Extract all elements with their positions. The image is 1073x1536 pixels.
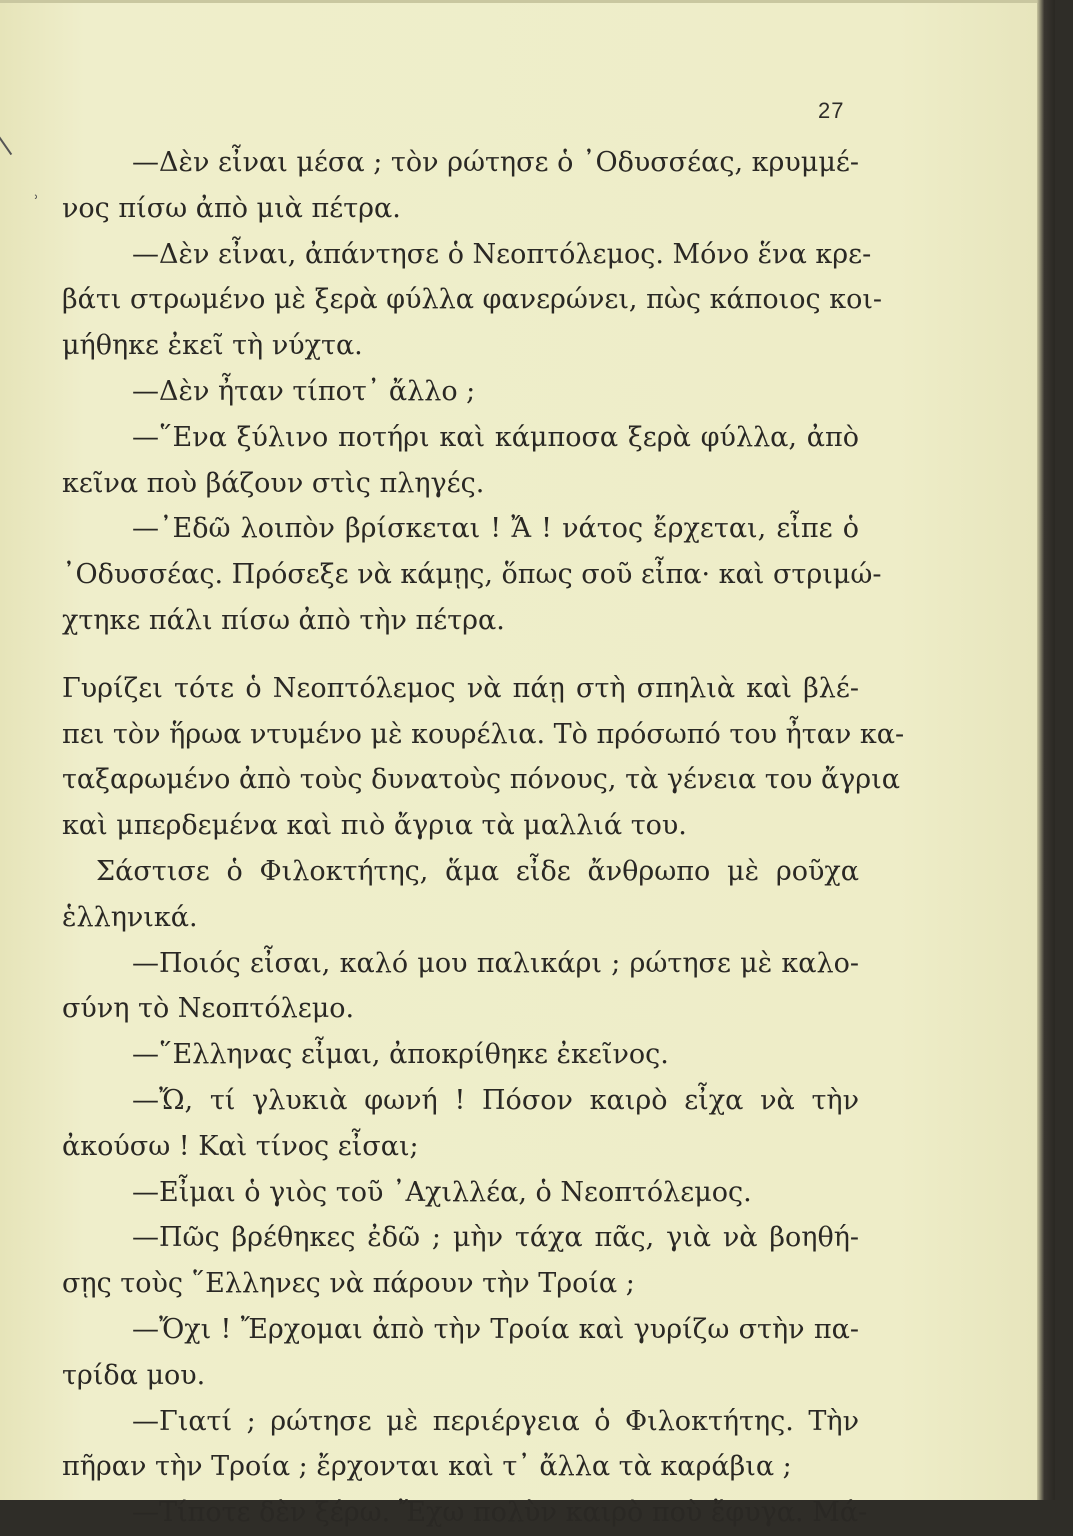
- text-line: —Πῶς βρέθηκες ἐδῶ ; μὴν τάχα πᾶς, γιὰ νὰ βοηθή-: [132, 1222, 859, 1254]
- text-line: —Τίποτε δὲν ξέρω. Ἔχω πολὺν καιρὸ ποὺ ἔφυγα. Μά-: [132, 1497, 868, 1529]
- text-line: ἑλληνικά.: [62, 901, 198, 933]
- text-line: —Ὤ, τί γλυκιὰ φωνή ! Πόσον καιρὸ εἶχα νὰ τὴν: [132, 1084, 859, 1116]
- text-line: ταξαρωμένο ἀπὸ τοὺς δυνατοὺς πόνους, τὰ γένεια του ἄγρια: [62, 764, 901, 796]
- text-line: —Εἶμαι ὁ γιὸς τοῦ ᾿Αχιλλέα, ὁ Νεοπτόλεμος.: [132, 1176, 752, 1208]
- paragraph-gap: [62, 644, 859, 666]
- text-line: κεῖνα ποὺ βάζουν στὶς πληγές.: [62, 467, 485, 499]
- body-text: [62, 140, 905, 1536]
- text-line: —Δὲν ἦταν τίποτ᾿ ἄλλο ;: [132, 375, 476, 407]
- text-line: χτηκε πάλι πίσω ἀπὸ τὴν πέτρα.: [62, 604, 505, 636]
- text-line: σῃς τοὺς ῞Ελληνες νὰ πάρουν τὴν Τροία ;: [62, 1268, 635, 1300]
- text-line: —῞Ενα ξύλινο ποτήρι καὶ κάμποσα ξερὰ φύλλα, ἀπὸ: [132, 421, 859, 453]
- text-line: πει τὸν ἥρωα ντυμένο μὲ κουρέλια. Τὸ πρόσωπό του ἦταν κα-: [62, 718, 905, 750]
- text-line: Σάστισε ὁ Φιλοκτήτης, ἅμα εἶδε ἄνθρωπο μὲ ροῦχα: [96, 855, 859, 887]
- text-line: σύνη τὸ Νεοπτόλεμο.: [62, 993, 355, 1025]
- text-line: —Ποιός εἶσαι, καλό μου παλικάρι ; ρώτησε μὲ καλο-: [132, 947, 859, 979]
- text-line: πῆραν τὴν Τροία ; ἔρχονται καὶ τ᾿ ἄλλα τὰ καράβια ;: [62, 1451, 792, 1483]
- text-line: τρίδα μου.: [62, 1359, 206, 1391]
- text-line: μήθηκε ἐκεῖ τὴ νύχτα.: [62, 330, 363, 362]
- text-line: ἀκούσω ! Καὶ τίνος εἶσαι;: [62, 1130, 419, 1162]
- text-line: καὶ μπερδεμένα καὶ πιὸ ἄγρια τὰ μαλλιά του.: [62, 810, 687, 842]
- text-line: —᾿Εδῶ λοιπὸν βρίσκεται ! Ἄ ! νάτος ἔρχεται, εἶπε ὁ: [132, 513, 859, 545]
- text-line: νος πίσω ἀπὸ μιὰ πέτρα.: [62, 192, 401, 224]
- text-line: —Γιατί ; ρώτησε μὲ περιέργεια ὁ Φιλοκτήτης. Τὴν: [132, 1405, 859, 1437]
- text-line: —Δὲν εἶναι, ἀπάντησε ὁ Νεοπτόλεμος. Μόνο ἕνα κρε-: [132, 238, 872, 270]
- text-line: Γυρίζει τότε ὁ Νεοπτόλεμος νὰ πάῃ στὴ σπηλιὰ καὶ βλέ-: [62, 672, 859, 704]
- page-edge: [1037, 0, 1055, 1500]
- margin-pencil-mark: [0, 127, 20, 155]
- text-line: βάτι στρωμένο μὲ ξερὰ φύλλα φανερώνει, πὼς κάποιος κοι-: [62, 284, 883, 316]
- page-number: 27: [818, 98, 845, 123]
- text-line: —Ὄχι ! Ἔρχομαι ἀπὸ τὴν Τροία καὶ γυρίζω στὴν πα-: [132, 1313, 859, 1345]
- text-line: —Δὲν εἶναι μέσα ; τὸν ρώτησε ὁ ᾿Οδυσσέας, κρυμμέ-: [132, 147, 859, 178]
- text-line: —῞Ελληνας εἶμαι, ἀποκρίθηκε ἐκεῖνος.: [132, 1039, 669, 1071]
- margin-mark: ʾ: [34, 192, 39, 211]
- text-line: ᾿Οδυσσέας. Πρόσεξε νὰ κάμῃς, ὅπως σοῦ εἶπα· καὶ στριμώ-: [62, 559, 882, 591]
